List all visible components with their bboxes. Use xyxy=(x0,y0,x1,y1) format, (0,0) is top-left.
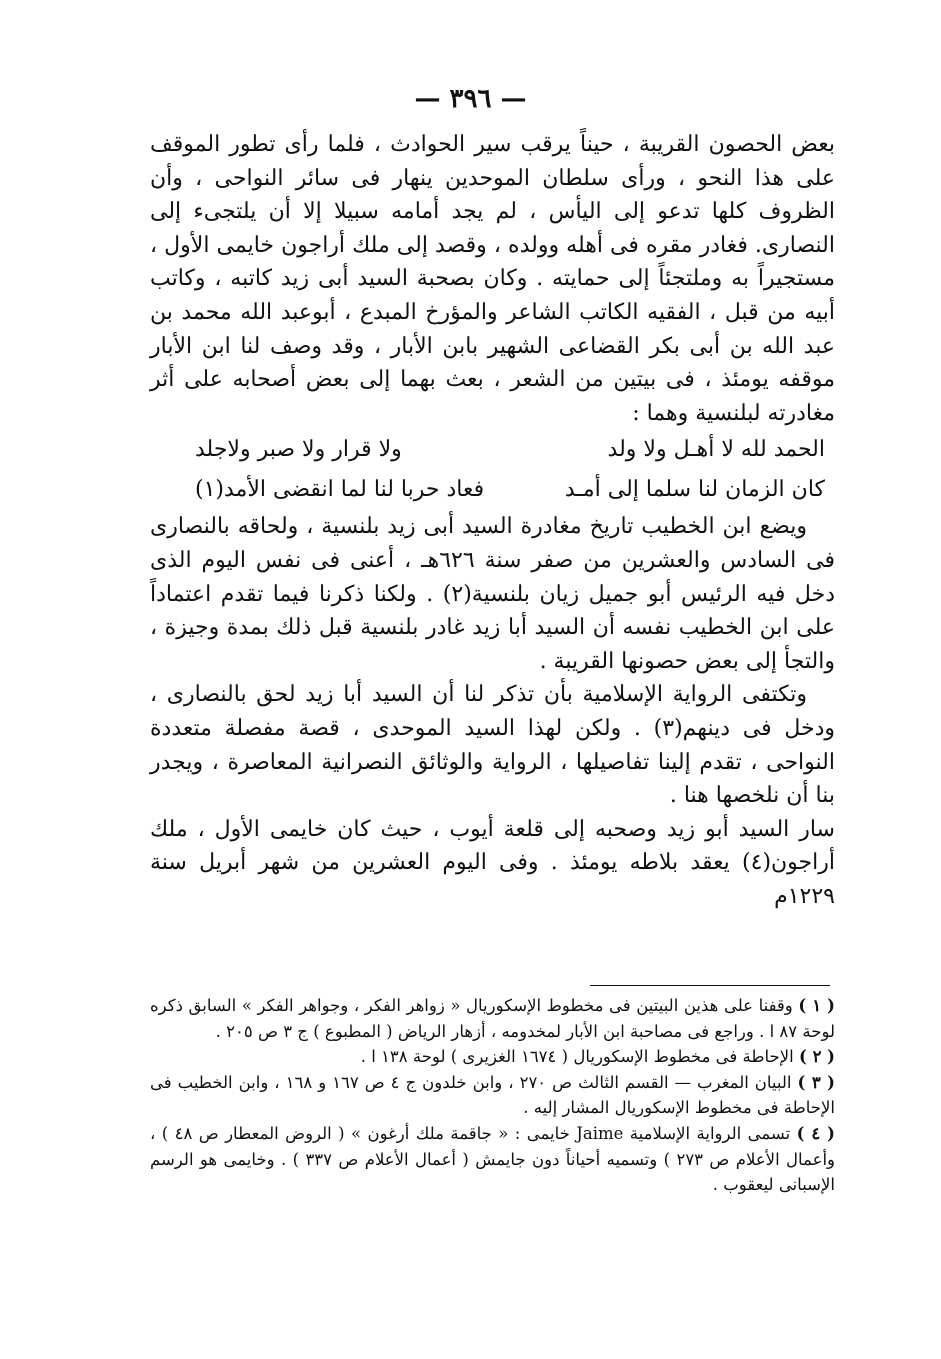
footnote xyxy=(150,1044,835,1070)
footnote-text: الإحاطة فى مخطوط الإسكوريال ( ١٦٧٤ الغزيرى ) لوحة ١٣٨ ا . xyxy=(360,1047,794,1067)
verse-second-hemistich: فعاد حربا لنا لما انقضى الأمد(١) xyxy=(195,477,485,503)
paragraph-1: بعض الحصون القريبة ، حيناً يرقب سير الحوادث ، فلما رأى تطور الموقف على هذا النحو ، ورأى سلطان الموحدين ينهار فى سائر النواحى ، وأن الظروف كلها تدعو إلى اليأس ، لم يجد أمامه سبيلا إلا أن يلتجىء إلى النصارى. فغادر مقره فى أهله وولده ، وقصد إلى ملك أراجون خايمى الأول ، مستجيراً به وملتجئاً إلى حمايته . وكان بصحبة السيد أبى زيد كاتبه ، وكاتب أبيه من قبل ، الفقيه الكاتب الشاعر والمؤرخ المبدع ، أبوعبد الله محمد بن عبد الله بن أبى بكر القضاعى الشهير بابن الأبار ، وقد وصف لنا ابن الأبار موقفه يومئذ ، فى بيتين من الشعر ، بعث بهما إلى بعض أصحابه على أثر مغادرته لبلنسية وهما : xyxy=(150,132,835,426)
footnote-number: ( ٤ ) xyxy=(796,1123,835,1143)
footnote xyxy=(150,1121,835,1198)
footnote-separator xyxy=(590,985,830,986)
footnote-text: وقفنا على هذين البيتين فى مخطوط الإسكوريال « زواهر الفكر ، وجواهر الفكر » السابق ذكره لوحة ٨٧ ا . وراجع فى مصاحبة ابن الأبار لمخدومه ، أزهار الرياض ( المطبوع ) ج ٣ ص ٢٠٥ . xyxy=(150,996,835,1041)
footnote-number: ( ٣ ) xyxy=(797,1072,835,1092)
verse-first-hemistich: الحمد لله لا أهـل ولا ولد xyxy=(607,437,825,463)
paragraph-2: ويضع ابن الخطيب تاريخ مغادرة السيد أبى زيد بلنسية ، ولحاقه بالنصارى فى السادس والعشرين من صفر سنة ٦٢٦هـ ، أعنى فى نفس اليوم الذى دخل فيه الرئيس أبو جميل زيان بلنسية(٢) . ولكنا ذكرنا فيما تقدم اعتماداً على ابن الخطيب نفسه أن السيد أبا زيد غادر بلنسية قبل ذلك بمدة وجيزة ، والتجأ إلى بعض حصونها القريبة . xyxy=(150,514,835,674)
page-number: — ٣٩٦ — xyxy=(414,84,527,114)
verse-first-hemistich: كان الزمان لنا سلما إلى أمـد xyxy=(564,477,825,503)
footnote-number: ( ١ ) xyxy=(798,996,835,1015)
main-text xyxy=(150,128,835,913)
footnotes xyxy=(150,993,835,1198)
footnote-text: البيان المغرب — القسم الثالث ص ٢٧٠ ، وابن خلدون ج ٤ ص ١٦٧ و ١٦٨ ، وابن الخطيب فى الإحاطة فى مخطوط الإسكوريال المشار إليه . xyxy=(150,1072,835,1118)
verse-second-hemistich: ولا قرار ولا صبر ولاجلد xyxy=(195,437,402,463)
poem xyxy=(150,430,835,510)
footnote-text: تسمى الرواية الإسلامية Jaime خايمى : « جاقمة ملك أرغون » ( الروض المعطار ص ٤٨ ) ، وأعمال الأعلام ص ٢٧٣ ) وتسميه أحياناً دون جايمش ( أعمال الأعلام ص ٣٣٧ ) . وخايمى هو الرسم الإسبانى ليعقوب . xyxy=(150,1123,835,1195)
footnote xyxy=(150,993,835,1044)
footnote-number: ( ٢ ) xyxy=(799,1047,835,1067)
paragraph-3: وتكتفى الرواية الإسلامية بأن تذكر لنا أن السيد أبا زيد لحق بالنصارى ، ودخل فى دينهم(٣) . ولكن لهذا السيد الموحدى ، قصة مفصلة متعددة النواحى ، تقدم إلينا تفاصيلها ، الرواية والوثائق النصرانية المعاصرة ، ويجدر بنا أن نلخصها هنا . xyxy=(150,682,835,809)
poem-verse-1 xyxy=(150,430,835,470)
paragraph-4: سار السيد أبو زيد وصحبه إلى قلعة أيوب ، حيث كان خايمى الأول ، ملك أراجون(٤) يعقد بلاطه يومئذ . وفى اليوم العشرين من شهر أبريل سنة ١٢٢٩م xyxy=(150,816,835,909)
poem-verse-2 xyxy=(150,470,835,510)
footnote xyxy=(150,1070,835,1121)
